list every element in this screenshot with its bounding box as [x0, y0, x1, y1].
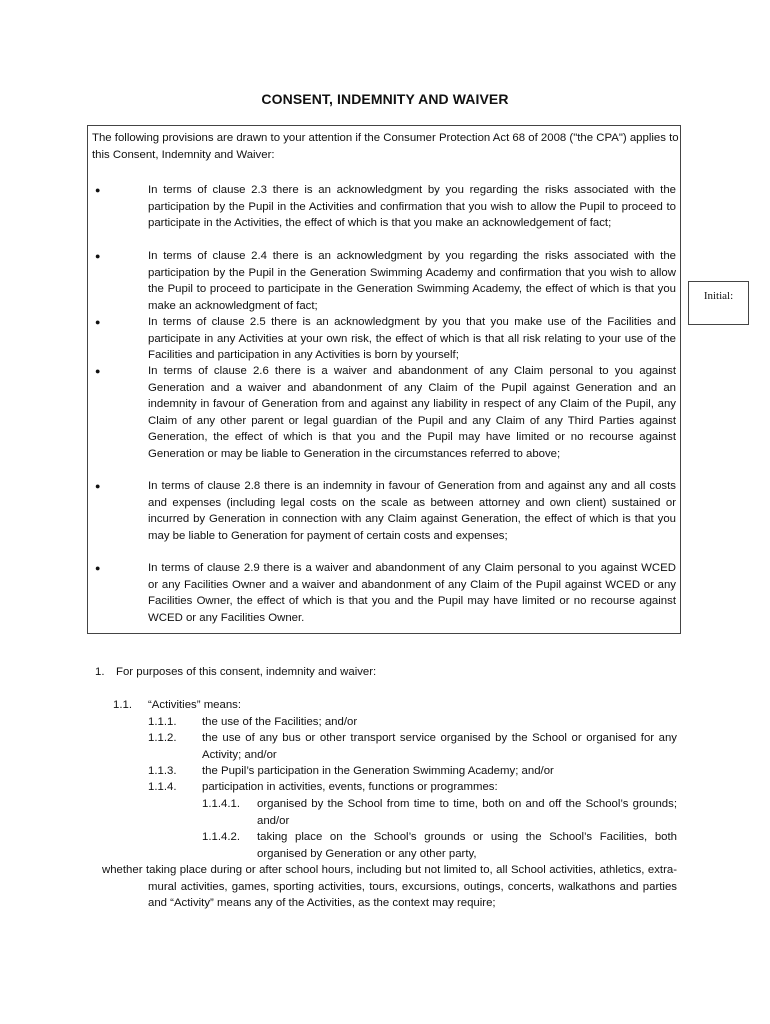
bullet-icon: ●	[95, 251, 101, 261]
clause-text: the use of any bus or other transport service organised by the School or organised for any Activity; and/or	[202, 732, 677, 761]
initial-field[interactable]	[688, 281, 749, 325]
bullet-icon: ●	[95, 563, 101, 573]
clause-text: the use of the Facilities; and/or	[202, 716, 358, 728]
clause-text: “Activities” means:	[148, 699, 242, 711]
clause-number: 1.1.4.	[148, 781, 177, 793]
cpa-bullet-item: In terms of clause 2.6 there is a waiver and abandonment of any Claim personal to you against Generation and a waiver and abandonment of any Claim of the Pupil against Generation and an indemnity in favour of Generation from and against any liability in respect of any Claim of the Pupil, any Claim of any other parent or legal guardian of the Pupil and any Claim of any Third Parties against Generation, the effect of which is that you and the Pupil may have limited or no recourse against Generation or may be liable to Generation in the circumstances referred to above;	[148, 365, 676, 460]
clause-text: participation in activities, events, functions or programmes:	[202, 781, 498, 793]
cpa-bullet-item: In terms of clause 2.9 there is a waiver and abandonment of any Claim personal to you against WCED or any Facilities Owner and a waiver and abandonment of any Claim of the Pupil against WCED or any Facilities Owner, the effect of which is that you and the Pupil may have limited or no recourse against WCED or any Facilities Owner.	[148, 562, 676, 624]
cpa-bullet-item: In terms of clause 2.3 there is an acknowledgment by you regarding the risks associated with the participation by the Pupil in the Activities and confirmation that you wish to allow the Pupil to proceed to participate in the Activities, the effect of which is that you make an acknowledgement of fact;	[148, 184, 676, 229]
cpa-bullet-item: In terms of clause 2.8 there is an indemnity in favour of Generation from and against any and all costs and expenses (including legal costs on the scale as between attorney and own client) sustained or incurred by Generation in connection with any Claim against Generation, the effect of which is that you may be liable to Generation for payment of certain costs and expenses;	[148, 480, 676, 542]
clause-text: taking place on the School’s grounds or using the School’s Facilities, both organised by Generation or any other party,	[257, 831, 677, 860]
bullet-icon: ●	[95, 185, 101, 195]
cpa-bullet-item: In terms of clause 2.4 there is an acknowledgment by you regarding the risks associated with the participation by the Pupil in the Generation Swimming Academy and confirmation that you wish to allow the Pupil to proceed to participate in the Generation Swimming Academy, the effect of which is that you make an acknowledgment of fact;	[148, 250, 676, 312]
clause-text: the Pupil’s participation in the Generation Swimming Academy; and/or	[202, 765, 554, 777]
bullet-icon: ●	[95, 481, 101, 491]
cpa-notice-box	[87, 125, 681, 634]
clause-number: 1.1.3.	[148, 765, 177, 777]
bullet-icon: ●	[95, 317, 101, 327]
section-number: 1.	[95, 666, 105, 678]
clause-number: 1.1.2.	[148, 732, 177, 744]
section-heading: For purposes of this consent, indemnity and waiver:	[116, 666, 377, 678]
clause-number: 1.1.4.1.	[202, 798, 240, 810]
clause-number: 1.1.1.	[148, 716, 177, 728]
bullet-icon: ●	[95, 366, 101, 376]
clause-number: 1.1.4.2.	[202, 831, 240, 843]
clause-number: 1.1.	[113, 699, 132, 711]
document-title: CONSENT, INDEMNITY AND WAIVER	[261, 91, 509, 107]
initial-label: Initial:	[703, 290, 734, 302]
clause-closing-text: whether taking place during or after school hours, including but not limited to, all School activities, athletics, extra-mural activities, games, sporting activities, tours, excursions, outings, concerts, walkathons and parties and “Activity” means any of the Activities, as the context may require;	[102, 864, 677, 909]
cpa-bullet-item: In terms of clause 2.5 there is an acknowledgment by you that you make use of the Facilities and participate in any Activities at your own risk, the effect of which is that all risk relating to your use of the Facilities and participation in any Activities is born by yourself;	[148, 316, 676, 361]
clause-text: organised by the School from time to time, both on and off the School’s grounds; and/or	[257, 798, 677, 827]
cpa-intro-text: The following provisions are drawn to your attention if the Consumer Protection Act 68 of 2008 ("the CPA") applies to this Consent, Indemnity and Waiver:	[92, 132, 679, 161]
